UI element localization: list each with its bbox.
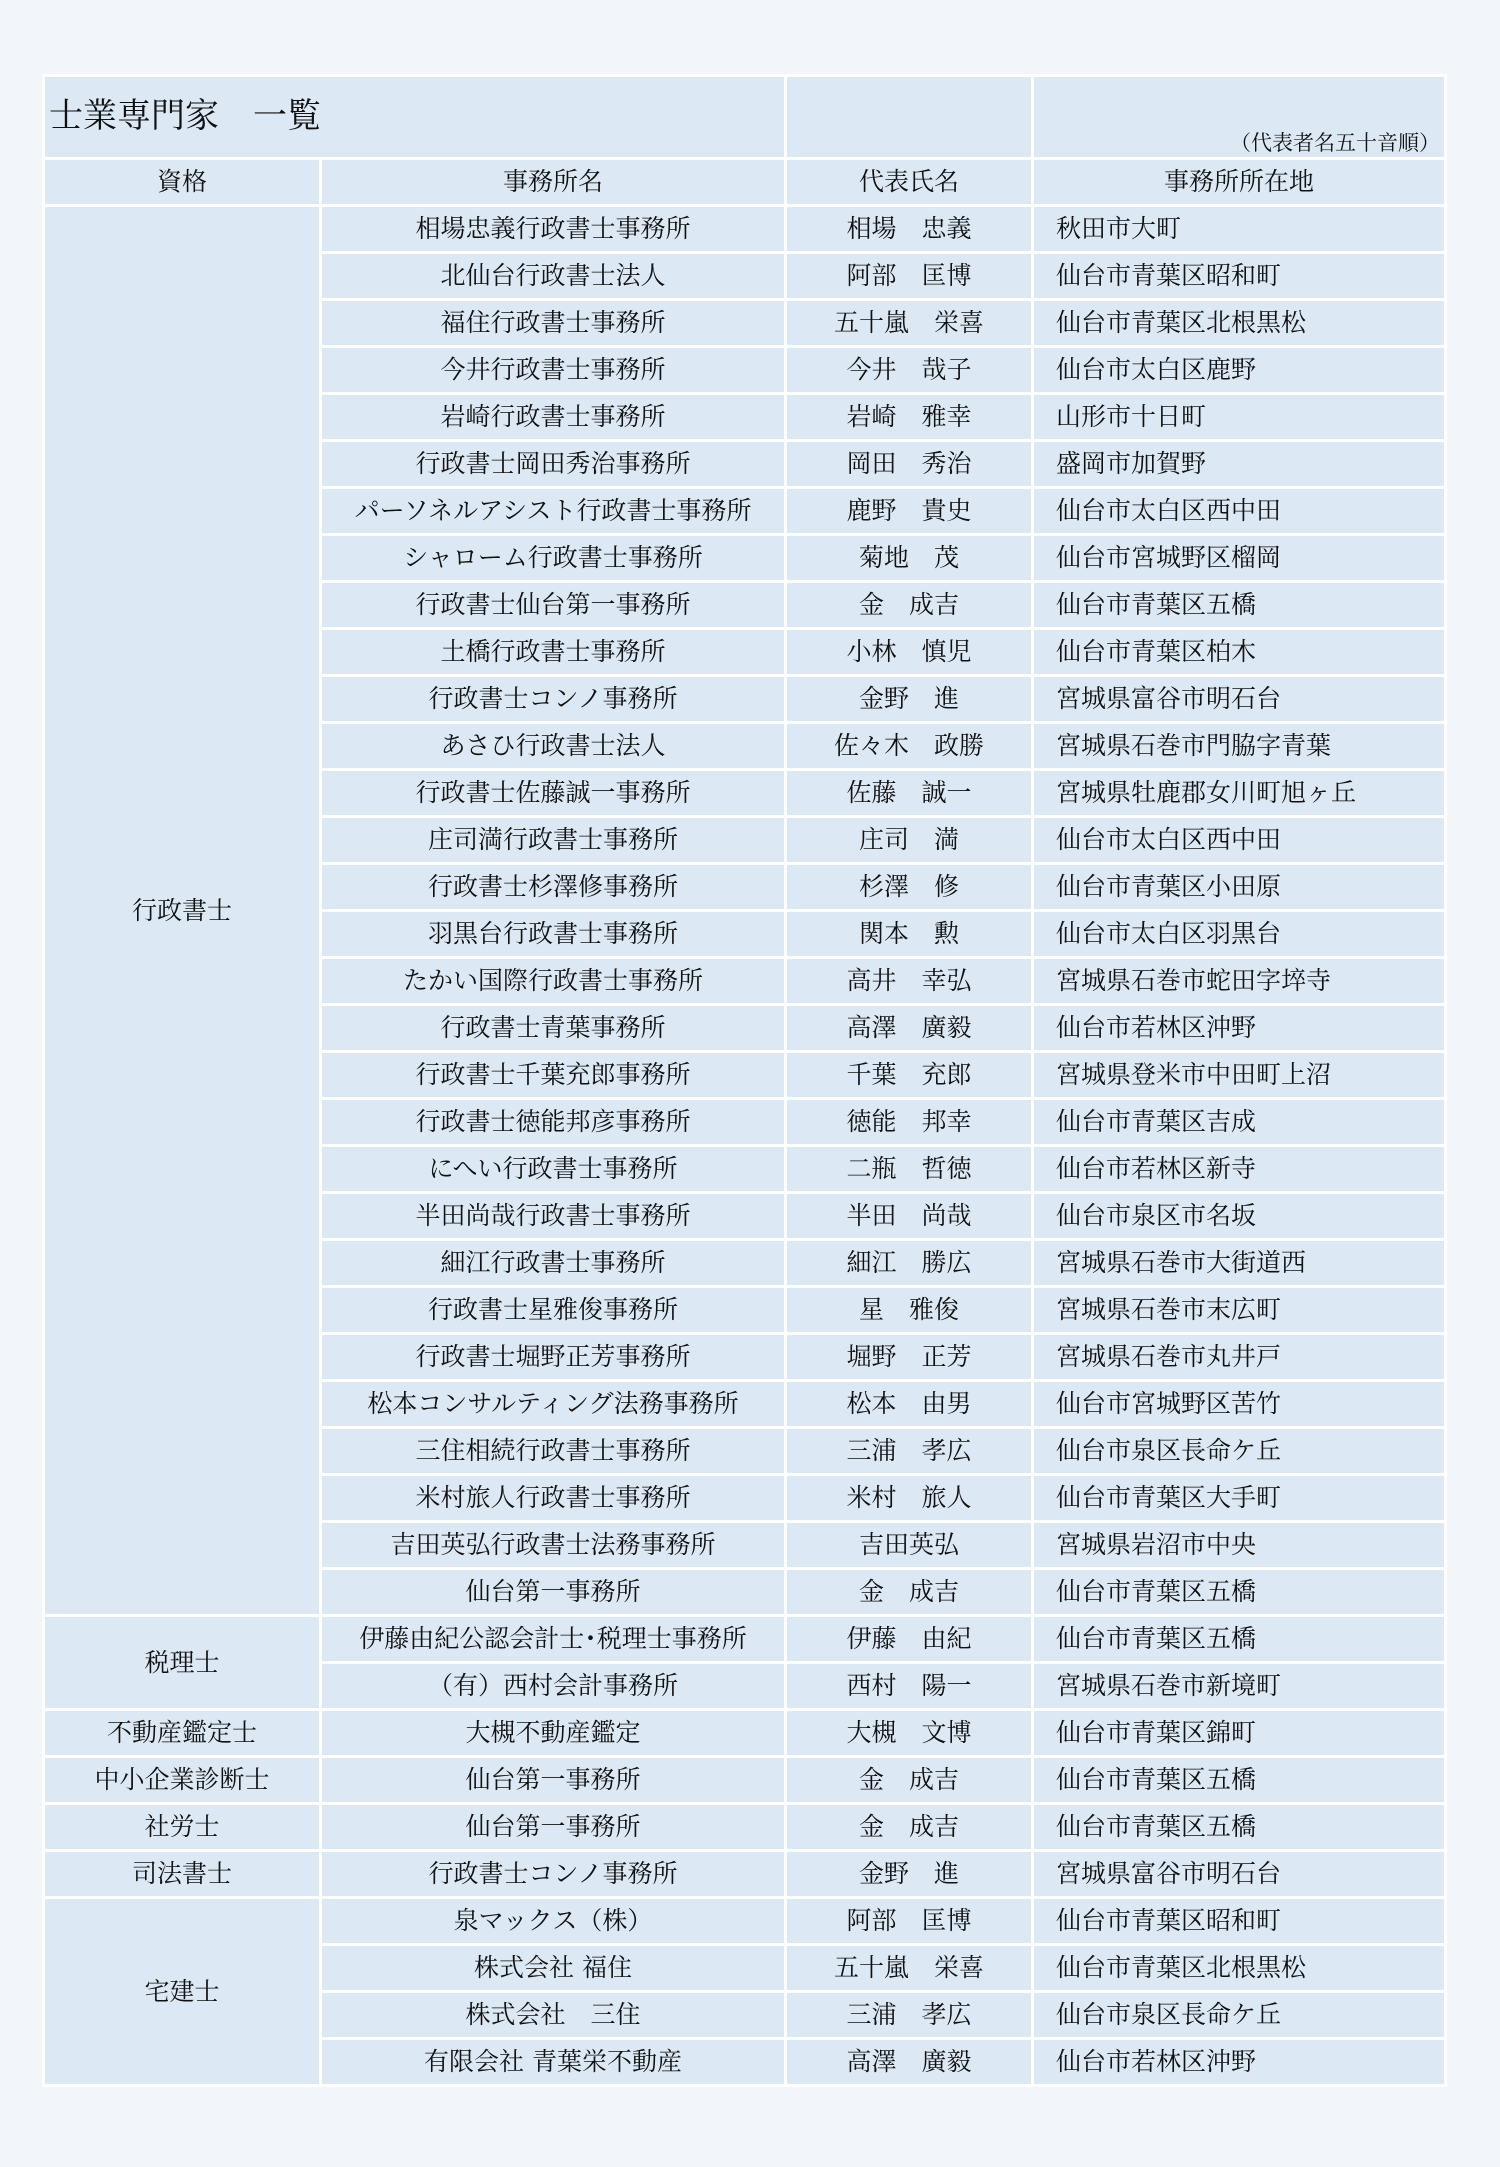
representative-cell: 金野 進 [787,677,1031,721]
address-cell: 宮城県石巻市末広町 [1034,1288,1444,1332]
address-cell: 宮城県富谷市明石台 [1034,1852,1444,1896]
address-cell: 仙台市青葉区昭和町 [1034,254,1444,298]
specialist-table [42,74,1447,2087]
representative-cell: 二瓶 哲徳 [787,1147,1031,1191]
office-cell: 行政書士岡田秀治事務所 [322,442,784,486]
representative-cell: 三浦 孝広 [787,1429,1031,1473]
header-office: 事務所名 [322,160,784,204]
qualification-cell: 司法書士 [45,1852,319,1896]
office-cell: 株式会社 三住 [322,1993,784,2037]
address-cell: 宮城県石巻市蛇田字埣寺 [1034,959,1444,1003]
office-cell: 行政書士コンノ事務所 [322,1852,784,1896]
representative-cell: 小林 慎児 [787,630,1031,674]
note-cell [1034,77,1444,157]
representative-cell: 阿部 匡博 [787,1899,1031,1943]
office-cell: 米村旅人行政書士事務所 [322,1476,784,1520]
representative-cell: 岡田 秀治 [787,442,1031,486]
representative-cell: 岩崎 雅幸 [787,395,1031,439]
office-cell: 細江行政書士事務所 [322,1241,784,1285]
address-cell: 宮城県牡鹿郡女川町旭ヶ丘 [1034,771,1444,815]
office-cell: 羽黒台行政書士事務所 [322,912,784,956]
representative-cell: 阿部 匡博 [787,254,1031,298]
representative-cell: 星 雅俊 [787,1288,1031,1332]
office-cell: 行政書士堀野正芳事務所 [322,1335,784,1379]
qualification-cell: 税理士 [45,1617,319,1708]
address-cell: 仙台市若林区新寺 [1034,1147,1444,1191]
representative-cell: 大槻 文博 [787,1711,1031,1755]
table-row [45,207,1444,251]
representative-cell: 関本 勲 [787,912,1031,956]
representative-cell: 堀野 正芳 [787,1335,1031,1379]
address-cell: 仙台市若林区沖野 [1034,1006,1444,1050]
office-cell: 庄司満行政書士事務所 [322,818,784,862]
office-cell: 土橋行政書士事務所 [322,630,784,674]
representative-cell: 吉田英弘 [787,1523,1031,1567]
office-cell: 行政書士千葉充郎事務所 [322,1053,784,1097]
office-cell: にへい行政書士事務所 [322,1147,784,1191]
office-cell: 行政書士コンノ事務所 [322,677,784,721]
office-cell: 行政書士杉澤修事務所 [322,865,784,909]
representative-cell: 半田 尚哉 [787,1194,1031,1238]
office-cell: 仙台第一事務所 [322,1570,784,1614]
representative-cell: 三浦 孝広 [787,1993,1031,2037]
office-cell: 伊藤由紀公認会計士･税理士事務所 [322,1617,784,1661]
office-cell: 北仙台行政書士法人 [322,254,784,298]
representative-cell: 西村 陽一 [787,1664,1031,1708]
address-cell: 秋田市大町 [1034,207,1444,251]
office-cell: 行政書士仙台第一事務所 [322,583,784,627]
representative-cell: 徳能 邦幸 [787,1100,1031,1144]
address-cell: 仙台市青葉区五橋 [1034,583,1444,627]
address-cell: 宮城県登米市中田町上沼 [1034,1053,1444,1097]
address-cell: 山形市十日町 [1034,395,1444,439]
address-cell: 仙台市泉区長命ケ丘 [1034,1429,1444,1473]
representative-cell: 庄司 満 [787,818,1031,862]
representative-cell: 菊地 茂 [787,536,1031,580]
representative-cell: 相場 忠義 [787,207,1031,251]
representative-cell: 伊藤 由紀 [787,1617,1031,1661]
representative-cell: 杉澤 修 [787,865,1031,909]
office-cell: 仙台第一事務所 [322,1805,784,1849]
address-cell: 宮城県石巻市新境町 [1034,1664,1444,1708]
representative-cell: 松本 由男 [787,1382,1031,1426]
address-cell: 仙台市青葉区北根黒松 [1034,301,1444,345]
office-cell: 行政書士青葉事務所 [322,1006,784,1050]
address-cell: 仙台市青葉区小田原 [1034,865,1444,909]
address-cell: 宮城県岩沼市中央 [1034,1523,1444,1567]
qualification-cell: 宅建士 [45,1899,319,2084]
qualification-cell: 中小企業診断士 [45,1758,319,1802]
address-cell: 宮城県石巻市門脇字青葉 [1034,724,1444,768]
address-cell: 仙台市青葉区五橋 [1034,1805,1444,1849]
address-cell: 仙台市太白区西中田 [1034,818,1444,862]
table-row [45,1852,1444,1896]
representative-cell: 高澤 廣毅 [787,2040,1031,2084]
header-representative: 代表氏名 [787,160,1031,204]
office-cell: 松本コンサルティング法務事務所 [322,1382,784,1426]
address-cell: 宮城県富谷市明石台 [1034,677,1444,721]
header-qualification: 資格 [45,160,319,204]
office-cell: 泉マックス（株） [322,1899,784,1943]
office-cell: 行政書士星雅俊事務所 [322,1288,784,1332]
representative-cell: 金 成吉 [787,1758,1031,1802]
representative-cell: 千葉 充郎 [787,1053,1031,1097]
representative-cell: 金野 進 [787,1852,1031,1896]
table-row [45,1805,1444,1849]
office-cell: 半田尚哉行政書士事務所 [322,1194,784,1238]
qualification-cell: 不動産鑑定士 [45,1711,319,1755]
office-cell: パーソネルアシスト行政書士事務所 [322,489,784,533]
qualification-cell: 社労士 [45,1805,319,1849]
representative-cell: 金 成吉 [787,1805,1031,1849]
table-row [45,1899,1444,1943]
representative-cell: 金 成吉 [787,583,1031,627]
representative-cell: 佐藤 誠一 [787,771,1031,815]
office-cell: 吉田英弘行政書士法務事務所 [322,1523,784,1567]
address-cell: 仙台市宮城野区苦竹 [1034,1382,1444,1426]
address-cell: 仙台市青葉区柏木 [1034,630,1444,674]
address-cell: 仙台市青葉区大手町 [1034,1476,1444,1520]
office-cell: シャローム行政書士事務所 [322,536,784,580]
address-cell: 仙台市青葉区北根黒松 [1034,1946,1444,1990]
representative-cell: 五十嵐 栄喜 [787,301,1031,345]
representative-cell: 米村 旅人 [787,1476,1031,1520]
office-cell: 株式会社 福住 [322,1946,784,1990]
address-cell: 宮城県石巻市丸井戸 [1034,1335,1444,1379]
office-cell: 岩崎行政書士事務所 [322,395,784,439]
office-cell: たかい国際行政書士事務所 [322,959,784,1003]
header-address: 事務所所在地 [1034,160,1444,204]
title-cell [45,77,784,157]
office-cell: （有）西村会計事務所 [322,1664,784,1708]
address-cell: 仙台市青葉区五橋 [1034,1570,1444,1614]
representative-cell: 金 成吉 [787,1570,1031,1614]
address-cell: 仙台市青葉区五橋 [1034,1758,1444,1802]
office-cell: 行政書士徳能邦彦事務所 [322,1100,784,1144]
address-cell: 盛岡市加賀野 [1034,442,1444,486]
address-cell: 仙台市宮城野区榴岡 [1034,536,1444,580]
representative-cell: 細江 勝広 [787,1241,1031,1285]
page-title: 士業専門家 一覧 [49,96,321,136]
table-row [45,1711,1444,1755]
qualification-cell: 行政書士 [45,207,319,1614]
office-cell: 行政書士佐藤誠一事務所 [322,771,784,815]
table-body [45,77,1444,2084]
address-cell: 仙台市青葉区昭和町 [1034,1899,1444,1943]
address-cell: 仙台市太白区羽黒台 [1034,912,1444,956]
office-cell: 三住相続行政書士事務所 [322,1429,784,1473]
office-cell: 福住行政書士事務所 [322,301,784,345]
office-cell: 仙台第一事務所 [322,1758,784,1802]
header-row [45,160,1444,204]
representative-cell: 今井 哉子 [787,348,1031,392]
office-cell: 相場忠義行政書士事務所 [322,207,784,251]
office-cell: 有限会社 青葉栄不動産 [322,2040,784,2084]
address-cell: 宮城県石巻市大街道西 [1034,1241,1444,1285]
representative-cell: 佐々木 政勝 [787,724,1031,768]
address-cell: 仙台市青葉区五橋 [1034,1617,1444,1661]
representative-cell: 鹿野 貴史 [787,489,1031,533]
address-cell: 仙台市太白区西中田 [1034,489,1444,533]
office-cell: 大槻不動産鑑定 [322,1711,784,1755]
sort-note: （代表者名五十音順） [1230,131,1440,155]
title-row [45,77,1444,157]
address-cell: 仙台市青葉区錦町 [1034,1711,1444,1755]
address-cell: 仙台市泉区長命ケ丘 [1034,1993,1444,2037]
table-row [45,1758,1444,1802]
address-cell: 仙台市泉区市名坂 [1034,1194,1444,1238]
office-cell: 今井行政書士事務所 [322,348,784,392]
title-spacer-cell [787,77,1031,157]
table-row [45,1617,1444,1661]
representative-cell: 高井 幸弘 [787,959,1031,1003]
address-cell: 仙台市太白区鹿野 [1034,348,1444,392]
representative-cell: 五十嵐 栄喜 [787,1946,1031,1990]
office-cell: あさひ行政書士法人 [322,724,784,768]
address-cell: 仙台市青葉区吉成 [1034,1100,1444,1144]
representative-cell: 高澤 廣毅 [787,1006,1031,1050]
address-cell: 仙台市若林区沖野 [1034,2040,1444,2084]
